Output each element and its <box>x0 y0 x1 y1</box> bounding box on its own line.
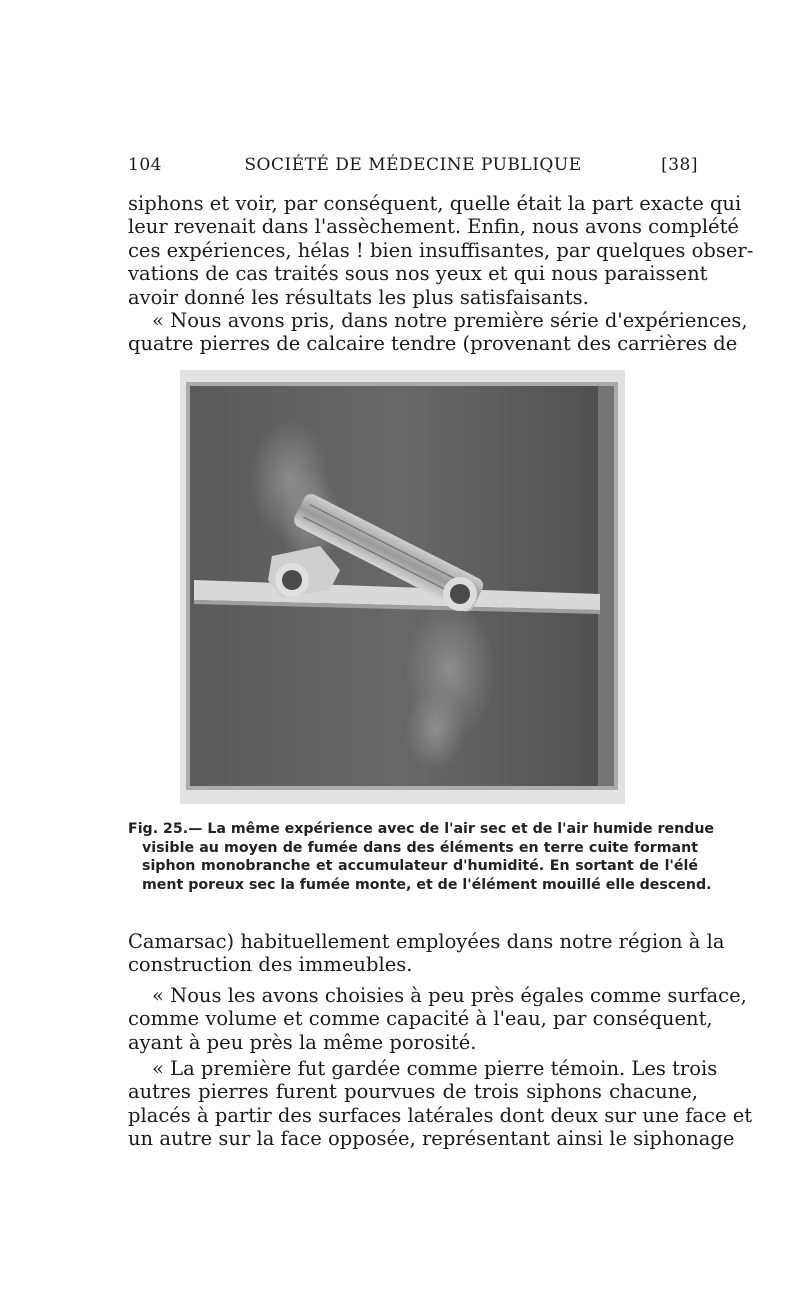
caption-line <box>128 820 715 839</box>
caption-line: ment poreux sec la fumée monte, et de l'élément mouillé elle descend. <box>142 876 712 893</box>
page-header <box>128 155 698 179</box>
paragraph-2 <box>128 309 748 356</box>
text-line: autres pierres furent pourvues de trois siphons chacune, <box>128 1080 698 1104</box>
paragraph-4 <box>128 984 747 1054</box>
text-line: ces expériences, hélas ! bien insuffisantes, par quelques obser- <box>128 238 754 262</box>
text-line: comme volume et comme capacité à l'eau, par conséquent, <box>128 1007 713 1031</box>
caption-line: siphon monobranche et accumulateur d'humidité. En sortant de l'élé <box>142 858 698 874</box>
caption-line: visible au moyen de fumée dans des éléments en terre cuite formant <box>142 839 698 856</box>
paragraph-3 <box>128 930 725 977</box>
text-line: leur revenait dans l'assèchement. Enfin, nous avons complété <box>128 215 739 239</box>
text-line: Camarsac) habituellement employées dans notre région à la <box>128 930 725 953</box>
siphon-smoke-photo <box>180 370 625 804</box>
text-line: ayant à peu près la même porosité. <box>128 1030 477 1054</box>
text-line: « La première fut gardée comme pierre témoin. Les trois <box>152 1057 718 1080</box>
figure-caption <box>128 820 715 894</box>
text-line: siphons et voir, par conséquent, quelle était la part exacte qui <box>128 192 742 215</box>
text-line: quatre pierres de calcaire tendre (provenant des carrières de <box>128 332 738 356</box>
text-line: avoir donné les résultats les plus satisfaisants. <box>128 285 589 309</box>
page-reference: [38] <box>661 155 698 175</box>
text-line: un autre sur la face opposée, représentant ainsi le siphonage <box>128 1127 735 1151</box>
paragraph-1 <box>128 192 754 309</box>
running-title: SOCIÉTÉ DE MÉDECINE PUBLIQUE <box>244 155 582 175</box>
paragraph-5 <box>128 1057 753 1151</box>
figure-photograph <box>180 370 625 804</box>
text-line: « Nous les avons choisies à peu près égales comme surface, <box>152 984 747 1007</box>
caption-text: La même expérience avec de l'air sec et de l'air humide rendue <box>207 821 715 837</box>
text-line: « Nous avons pris, dans notre première série d'expériences, <box>152 309 748 332</box>
text-line: vations de cas traités sous nos yeux et qui nous paraissent <box>128 262 708 286</box>
text-line: construction des immeubles. <box>128 953 413 977</box>
page-number: 104 <box>128 155 162 175</box>
caption-label: Fig. 25.— <box>128 821 203 837</box>
text-line: placés à partir des surfaces latérales dont deux sur une face et <box>128 1103 753 1127</box>
